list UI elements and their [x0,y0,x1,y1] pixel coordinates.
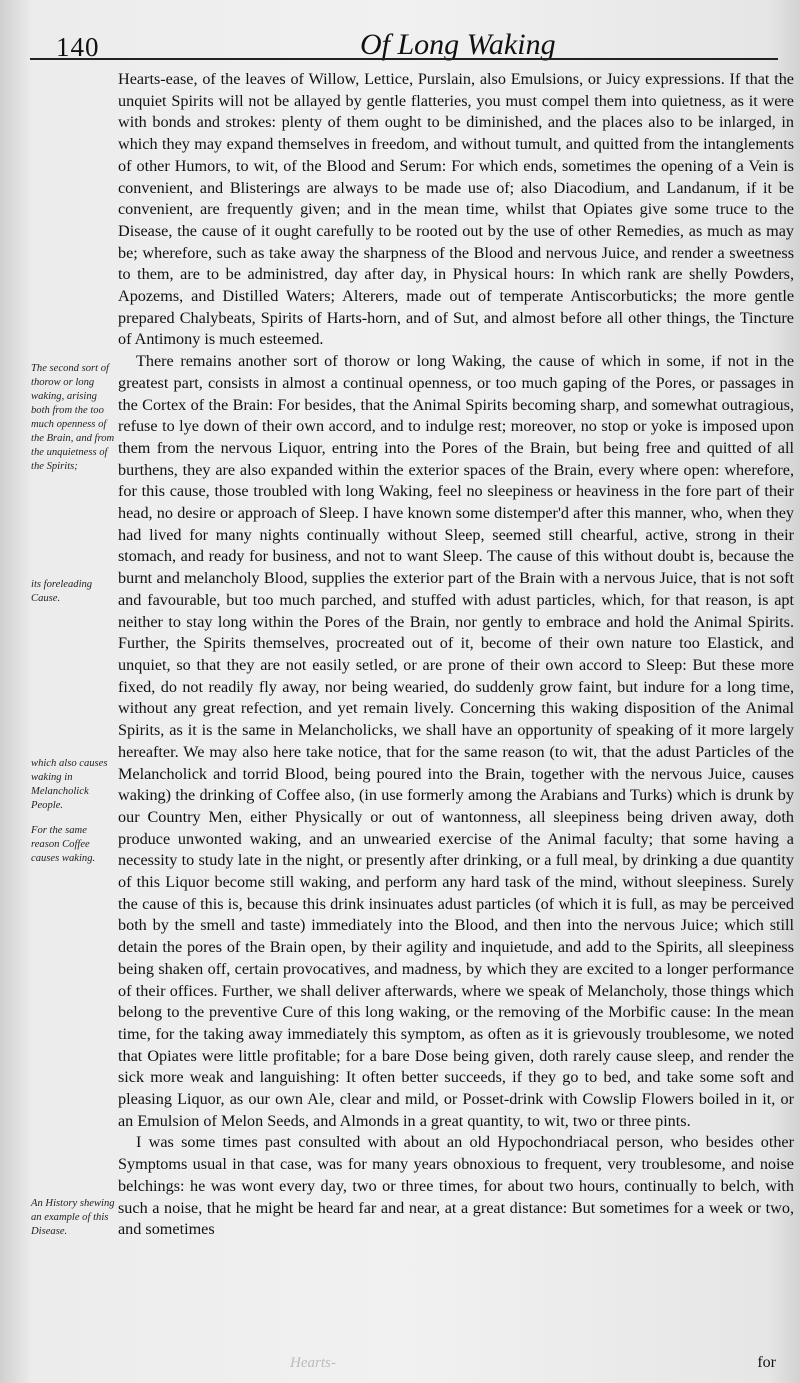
catchword: for [757,1354,776,1371]
margin-note-coffee: For the same reason Coffee causes waking. [31,825,96,864]
margin-note-second-sort: The second sort of thorow or long waking, arising both from the too much openness of the Brain, and from the unquietness of the Spirits; [31,363,115,472]
header-rule [30,58,778,60]
margin-note-history: An History shewing an example of this Disease. [31,1198,115,1237]
paragraph-history: I was some times past consulted with about an old Hypochondriacal person, who besides other Symptoms usual in that case, was for many years obnoxious to frequent, very troublesome, and noise belchings: he was wont every day, two or three times, for about two hours, continually to belch, with such a noise, that he might be heard far and near, at a great distance: But sometimes for a week or two, and sometimes [118,1133,794,1239]
running-title: Of Long Waking [360,28,556,61]
show-through-text: Hearts- [290,1355,336,1371]
margin-note-melancholick: which also causes waking in Melancholick People. [31,758,108,811]
main-text [118,69,794,1241]
paragraph-continuation: Hearts-ease, of the leaves of Willow, Lettice, Purslain, also Emulsions, or Juicy expressions. If that the unquiet Spirits will not be allayed by gentle flatteries, you must compel them into quietness, as it were with bonds and strokes: plenty of them ought to be diminished, and the places also to be inlarged, in which they may expand themselves in freedom, and without tumult, and quitted from the intanglements of other Humors, to wit, of the Blood and Serum: For which ends, sometimes the opening of a Vein is convenient, and Blisterings are always to be made use of; also Diacodium, and Landanum, if it be convenient, are frequently given; and in the mean time, whilst that Opiates give some truce to the Disease, the cause of it ought carefully to be rooted out by the use of other Remedies, as much as may be; wherefore, such as take away the sharpness of the Blood and nervous Juice, and render a sweetness to them, are to be administred, day after day, in Physical hours: In which rank are shelly Powders, Apozems, and Distilled Waters; Alterers, made out of temperate Antiscorbuticks; the more gentle prepared Chalybeats, Spirits of Harts-horn, and of Sut, and almost before all other things, the Tincture of Antimony is much esteemed. [118,70,794,349]
margin-note-foreleading-cause: its foreleading Cause. [31,579,93,604]
page-number: 140 [56,32,100,62]
page-header [30,22,778,60]
paragraph-second-sort: There remains another sort of thorow or long Waking, the cause of which in some, if not in the greatest part, consists in almost a continual openness, or too much gaping of the Pores, or passages in the Cortex of the Brain: For besides, that the Animal Spirits becoming sharp, and somewhat outragious, refuse to lye down of their own accord, and to indulge rest; moreover, no stop or yoke is imposed upon them from the nervous Liquor, entring into the Pores of the Brain, but being free and quitted of all burthens, they are also expanded within the exterior spaces of the Brain, every where open: wherefore, for this cause, those troubled with long Waking, feel no sleepiness or heaviness in the fore part of their head, no desire or approach of Sleep. I have known some distemper'd after this manner, who, when they had lived for many nights continually without Sleep, seemed still chearful, active, strong in their stomach, and ready for business, and not to want Sleep. The cause of this without doubt is, because the burnt and melancholy Blood, supplies the exterior part of the Brain with a nervous Juice, that is not soft and favourable, but too much parched, and stuffed with adust particles, which, for that reason, is apt neither to stay long within the Pores of the Brain, nor gently to embrace and hold the Animal Spirits. Further, the Spirits themselves, procreated out of it, become of their own nature too Elastick, and unquiet, so that they are not easily setled, or are prone of their own accord to Sleep: But these more fixed, do not readily fly away, nor being wearied, do suddenly grow faint, but indure for a long time, without any great refection, and yet remain lively. Concerning this waking disposition of the Animal Spirits, as it is the same in Melancholicks, we shall have an opportunity of speaking of it more largely hereafter. We may also here take notice, that for the same reason (to wit, that the adust Particles of the Melancholick and torrid Blood, being poured into the Brain, together with the nervous Juice, causes waking) the drinking of Coffee also, (in use formerly among the Arabians and Turks) which is drunk by our Country Men, either Physically or out of wantonness, all sleepiness being driven away, doth produce unwonted waking, and an unwearied exercise of the Animal faculty; that some having a necessity to study late in the night, or presently after drinking, or a full meal, by drinking a due quantity of this Liquor become still waking, and perform any hard task of the mind, without sleepiness. Surely the cause of this is, because this drink insinuates adust particles (of which it is full, as may be perceived both by the smell and taste) immediately into the Blood, and then into the nervous Juice; which still detain the pores of the Brain open, by their agility and inquietude, and add to the Spirits, all sleepiness being shaken off, certain provocatives, and madness, by which they are excited to a longer performance of their offices. Further, we shall deliver afterwards, where we speak of Melancholy, those things which belong to the preventive Cure of this long waking, or the removing of the Morbific cause: In the mean time, for the taking away immediately this symptom, as often as it is grievously troublesome, we noted that Opiates were little profitable; for a bare Dose being given, doth rarely cause sleep, and render the sick more weak and languishing: It often better succeeds, if they go to bed, and take some soft and pleasing Liquor, as our own Ale, clear and mild, or Posset-drink with Cowslip Flowers boiled in it, or an Emulsion of Melon Seeds, and Almonds in a great quantity, to wit, two or three pints. [118,352,794,1130]
